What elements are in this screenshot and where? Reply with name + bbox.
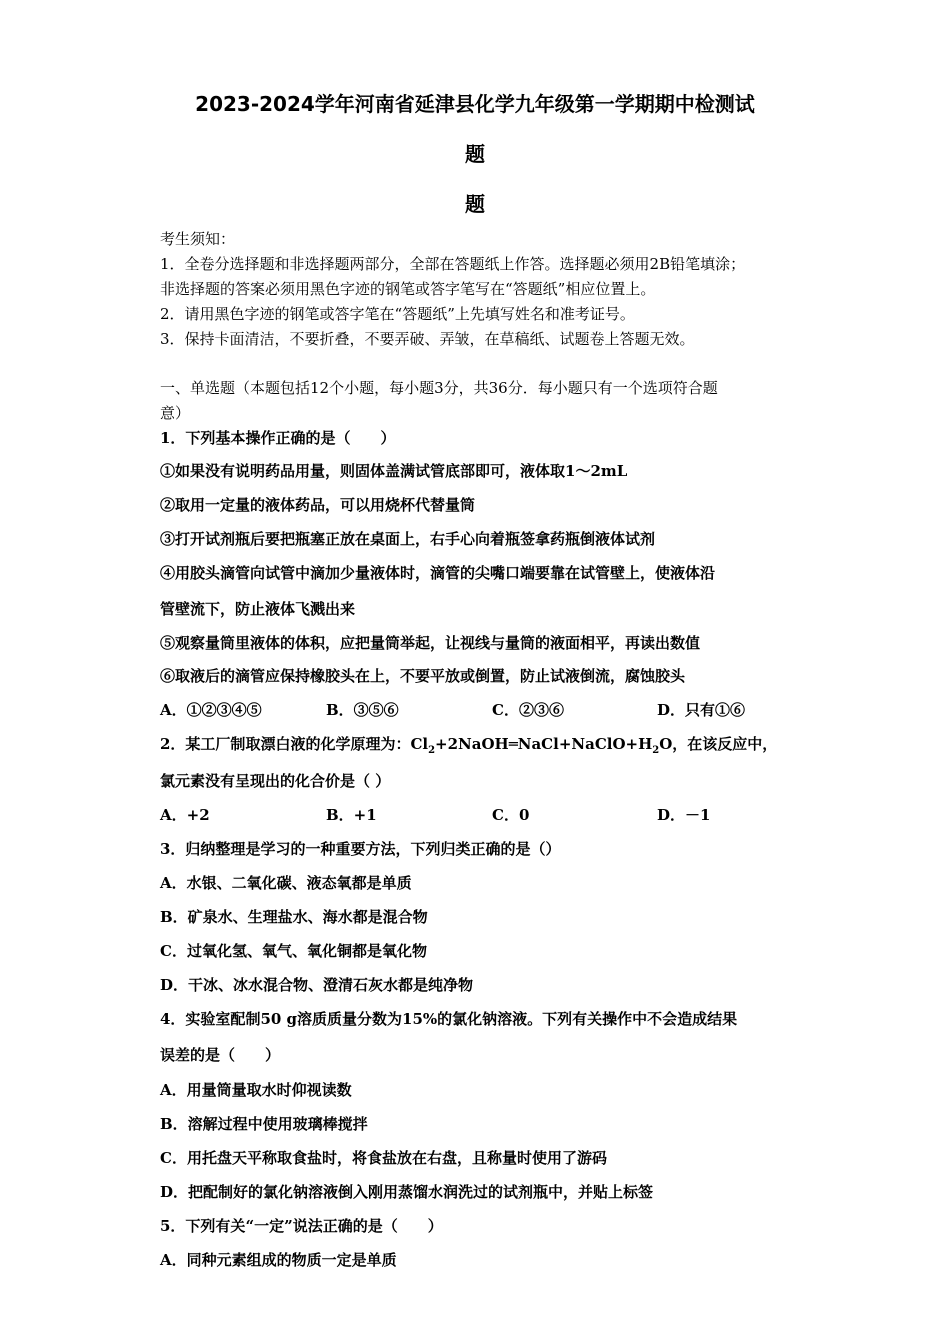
q2-option-b: B．+1 bbox=[326, 806, 377, 824]
q1-item: ④用胶头滴管向试管中滴加少量液体时，滴管的尖嘴口端要靠在试管壁上，使液体沿 bbox=[160, 564, 716, 582]
q1-stem: 1．下列基本操作正确的是（ ） bbox=[160, 429, 396, 447]
q3-option-c: C．过氧化氢、氧气、氧化铜都是氧化物 bbox=[160, 942, 427, 960]
q3-option-d: D．干冰、冰水混合物、澄清石灰水都是纯净物 bbox=[160, 976, 474, 994]
q1-item: ⑥取液后的滴管应保持橡胶头在上，不要平放或倒置，防止试液倒流，腐蚀胶头 bbox=[160, 667, 686, 685]
q1-item: ⑤观察量筒里液体的体积，应把量筒举起，让视线与量筒的液面相平，再读出数值 bbox=[160, 634, 701, 652]
q1-item: ②取用一定量的液体药品，可以用烧杯代替量筒 bbox=[160, 496, 476, 514]
q1-option-c: C．②③⑥ bbox=[492, 701, 564, 719]
q4-stem-continued: 误差的是（ ） bbox=[160, 1046, 281, 1064]
q2-stem-continued: 氯元素没有呈现出的化合价是（ ） bbox=[160, 772, 391, 790]
q2-stem: 2．某工厂制取漂白液的化学原理为：$Cl_2+2NaOH═NaCl+NaClO+H_2O$，在该反应中， bbox=[160, 735, 778, 756]
q5-stem: 5．下列有关“一定”说法正确的是（ ） bbox=[160, 1217, 443, 1235]
q4-option-a: A．用量筒量取水时仰视读数 bbox=[160, 1081, 352, 1099]
q1-item: ③打开试剂瓶后要把瓶塞正放在桌面上，右手心向着瓶签拿药瓶倒液体试剂 bbox=[160, 530, 656, 548]
notice-heading: 考生须知： bbox=[160, 230, 236, 248]
page-title-repeat: 题 bbox=[465, 192, 485, 216]
q3-stem: 3．归纳整理是学习的一种重要方法，下列归类正确的是（） bbox=[160, 840, 561, 858]
notice-item: 2．请用黑色字迹的钢笔或答字笔在“答题纸”上先填写姓名和准考证号。 bbox=[160, 305, 635, 323]
q1-option-a: A．①②③④⑤ bbox=[160, 701, 262, 719]
q1-item: 管壁流下，防止液体飞溅出来 bbox=[160, 600, 356, 618]
notice-item: 非选择题的答案必须用黑色字迹的钢笔或答字笔写在“答题纸”相应位置上。 bbox=[160, 280, 656, 298]
q2-option-a: A．+2 bbox=[160, 806, 210, 824]
q4-option-b: B．溶解过程中使用玻璃棒搅拌 bbox=[160, 1115, 368, 1133]
notice-item: 1．全卷分选择题和非选择题两部分，全部在答题纸上作答。选择题必须用2B铅笔填涂； bbox=[160, 255, 746, 273]
section-heading-continued: 意） bbox=[160, 404, 191, 422]
q2-option-d: D．－1 bbox=[657, 806, 711, 824]
notice-item: 3．保持卡面清洁，不要折叠，不要弄破、弄皱，在草稿纸、试题卷上答题无效。 bbox=[160, 330, 695, 348]
page-title: 2023-2024学年河南省延津县化学九年级第一学期期中检测试 bbox=[195, 92, 755, 116]
q5-option-a: A．同种元素组成的物质一定是单质 bbox=[160, 1251, 397, 1269]
q2-option-c: C．0 bbox=[492, 806, 530, 824]
q3-option-a: A．水银、二氧化碳、液态氧都是单质 bbox=[160, 874, 412, 892]
q4-option-d: D．把配制好的氯化钠溶液倒入刚用蒸馏水润洗过的试剂瓶中，并贴上标签 bbox=[160, 1183, 654, 1201]
section-heading: 一、单选题（本题包括12个小题，每小题3分，共36分．每小题只有一个选项符合题 bbox=[160, 379, 718, 397]
q1-option-b: B．③⑤⑥ bbox=[326, 701, 399, 719]
page-title-continued: 题 bbox=[465, 142, 485, 166]
q3-option-b: B．矿泉水、生理盐水、海水都是混合物 bbox=[160, 908, 428, 926]
q1-option-d: D．只有①⑥ bbox=[657, 701, 746, 719]
q4-option-c: C．用托盘天平称取食盐时，将食盐放在右盘，且称量时使用了游码 bbox=[160, 1149, 607, 1167]
q1-item: ①如果没有说明药品用量，则固体盖满试管底部即可，液体取1～2mL bbox=[160, 462, 628, 480]
q4-stem: 4．实验室配制50 g溶质质量分数为15%的氯化钠溶液。下列有关操作中不会造成结果 bbox=[160, 1010, 738, 1028]
